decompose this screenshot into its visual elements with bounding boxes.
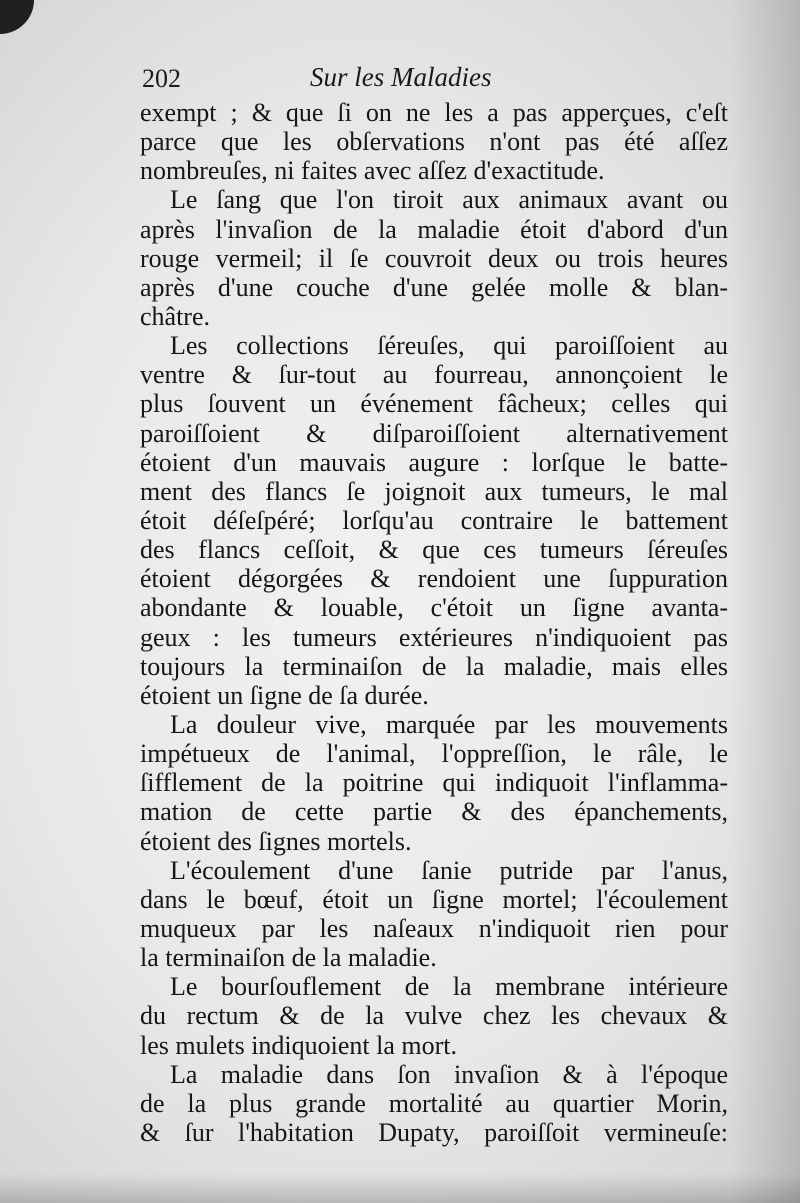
page-edge-shadow (730, 0, 800, 1203)
text-line: abondante & louable, c'étoit un ſigne avanta- (140, 593, 728, 623)
text-line: & ſur l'habitation Dupaty, paroiſſoit vermineuſe: (140, 1117, 728, 1147)
page-bottom-shadow (0, 1173, 800, 1203)
text-line: étoient un ſigne de ſa durée. (140, 680, 429, 710)
text-line: étoit déſeſpéré; lorſqu'au contraire le battement (140, 505, 728, 535)
text-line: ſifflement de la poitrine qui indiquoit l'inflamma- (140, 768, 728, 798)
body-text (140, 98, 728, 1147)
running-title: Sur les Maladies (310, 62, 492, 92)
text-line: étoient dégorgées & rendoient une ſuppuration (140, 564, 728, 594)
text-line: étoient des ſignes mortels. (140, 826, 412, 856)
text-line: rouge vermeil; il ſe couvroit deux ou trois heures (140, 243, 728, 273)
text-line: plus ſouvent un événement fâcheux; celles qui (140, 389, 728, 419)
text-line: paroiſſoient & diſparoiſſoient alternativement (140, 418, 728, 448)
text-line: Les collections ſéreuſes, qui paroiſſoient au (170, 331, 728, 361)
text-line: de la plus grande mortalité au quartier Morin, (140, 1088, 728, 1118)
text-line: exempt ; & que ſi on ne les a pas apperçues, c'eſt (140, 98, 728, 127)
text-line: muqueux par les naſeaux n'indiquoit rien pour (140, 913, 728, 943)
text-line: Le bourſouflement de la membrane intérieure (170, 972, 728, 1002)
text-line: après l'invaſion de la maladie étoit d'abord d'un (140, 214, 728, 244)
text-line: toujours la terminaiſon de la maladie, mais elles (140, 651, 728, 681)
text-line: L'écoulement d'une ſanie putride par l'anus, (170, 855, 728, 885)
text-line: parce que les obſervations n'ont pas été aſſez (140, 127, 728, 157)
text-line: étoient d'un mauvais augure : lorſque le batte- (140, 447, 728, 477)
page-header (140, 60, 730, 96)
text-line: Le ſang que l'on tiroit aux animaux avant ou (170, 185, 728, 215)
text-line: geux : les tumeurs extérieures n'indiquoient pas (140, 622, 728, 652)
text-line: châtre. (140, 301, 211, 331)
text-line: La maladie dans ſon invaſion & à l'époque (170, 1059, 728, 1089)
text-line: impétueux de l'animal, l'oppreſſion, le râle, le (140, 739, 728, 769)
text-line: dans le bœuf, étoit un ſigne mortel; l'écoulement (140, 884, 728, 914)
text-line: ment des flancs ſe joignoit aux tumeurs, le mal (140, 476, 728, 506)
text-line: après d'une couche d'une gelée molle & blan- (140, 272, 728, 302)
page-number: 202 (142, 64, 181, 93)
text-line: nombreuſes, ni faites avec aſſez d'exactitude. (140, 156, 605, 186)
text-line: la terminaiſon de la maladie. (140, 943, 437, 973)
text-line: des flancs ceſſoit, & que ces tumeurs ſéreuſes (140, 535, 728, 565)
text-line: mation de cette partie & des épanchements, (140, 797, 728, 827)
text-line: les mulets indiquoient la mort. (140, 1030, 458, 1060)
page-corner-shadow (0, 0, 34, 34)
text-line: ventre & ſur-tout au fourreau, annonçoient le (140, 360, 728, 390)
text-line: La douleur vive, marquée par les mouvements (170, 709, 728, 739)
text-line: du rectum & de la vulve chez les chevaux & (140, 1001, 728, 1031)
